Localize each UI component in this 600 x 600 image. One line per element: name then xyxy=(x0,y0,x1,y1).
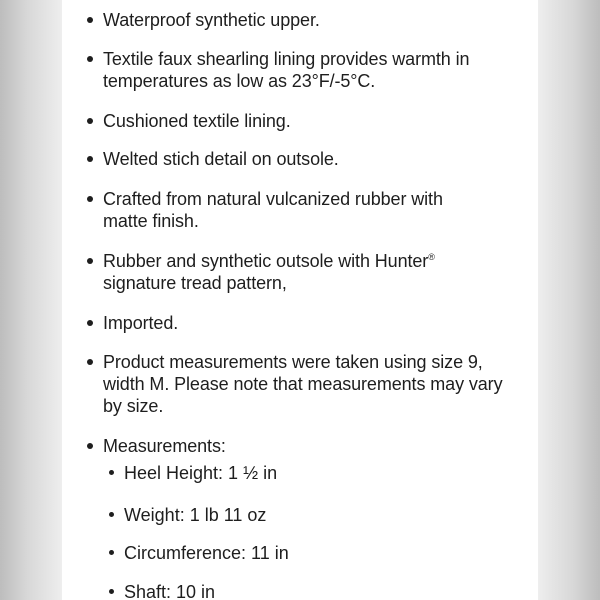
feature-item xyxy=(103,351,503,417)
feature-text: Imported. xyxy=(103,313,179,333)
bullet-icon xyxy=(109,512,114,517)
measurement-item xyxy=(124,462,504,484)
feature-text: Cushioned textile lining. xyxy=(103,111,291,131)
bullet-icon xyxy=(87,17,93,23)
background-right xyxy=(538,0,600,600)
measurement-text: Circumference: 11 in xyxy=(124,543,289,563)
measurement-text: Heel Height: 1 ½ in xyxy=(124,463,278,483)
feature-text: Product measurements were taken using size 9, width M. Please note that measurements may vary by size. xyxy=(103,352,503,416)
feature-item xyxy=(103,250,523,294)
feature-text: Measurements: xyxy=(103,436,226,456)
feature-item xyxy=(103,148,523,170)
feature-text-continued: signature tread pattern, xyxy=(103,273,287,293)
feature-text: Rubber and synthetic outsole with Hunter xyxy=(103,251,429,271)
bullet-icon xyxy=(87,359,93,365)
registered-mark: ® xyxy=(428,252,435,262)
feature-text: Waterproof synthetic upper. xyxy=(103,10,320,30)
bullet-icon xyxy=(109,589,114,594)
measurement-item xyxy=(124,504,504,526)
feature-item xyxy=(103,9,523,31)
bullet-icon xyxy=(87,320,93,326)
feature-item xyxy=(103,48,503,92)
feature-item xyxy=(103,188,483,232)
bullet-icon xyxy=(109,550,114,555)
feature-item xyxy=(103,110,523,132)
bullet-icon xyxy=(87,56,93,62)
measurement-text: Shaft: 10 in xyxy=(124,582,216,600)
feature-text: Textile faux shearling lining provides warmth in temperatures as low as 23°F/-5°C. xyxy=(103,49,470,91)
feature-text: Crafted from natural vulcanized rubber with matte finish. xyxy=(103,189,443,231)
bullet-icon xyxy=(87,118,93,124)
feature-item xyxy=(103,435,523,457)
measurement-item xyxy=(124,542,504,564)
bullet-icon xyxy=(87,443,93,449)
bullet-icon xyxy=(87,196,93,202)
feature-text: Welted stich detail on outsole. xyxy=(103,149,339,169)
bullet-icon xyxy=(109,470,114,475)
measurement-text: Weight: 1 lb 11 oz xyxy=(124,505,267,525)
background-left xyxy=(0,0,62,600)
bullet-icon xyxy=(87,156,93,162)
bullet-icon xyxy=(87,258,93,264)
feature-item xyxy=(103,312,523,334)
product-details-panel xyxy=(62,0,538,600)
measurement-item xyxy=(124,581,504,600)
